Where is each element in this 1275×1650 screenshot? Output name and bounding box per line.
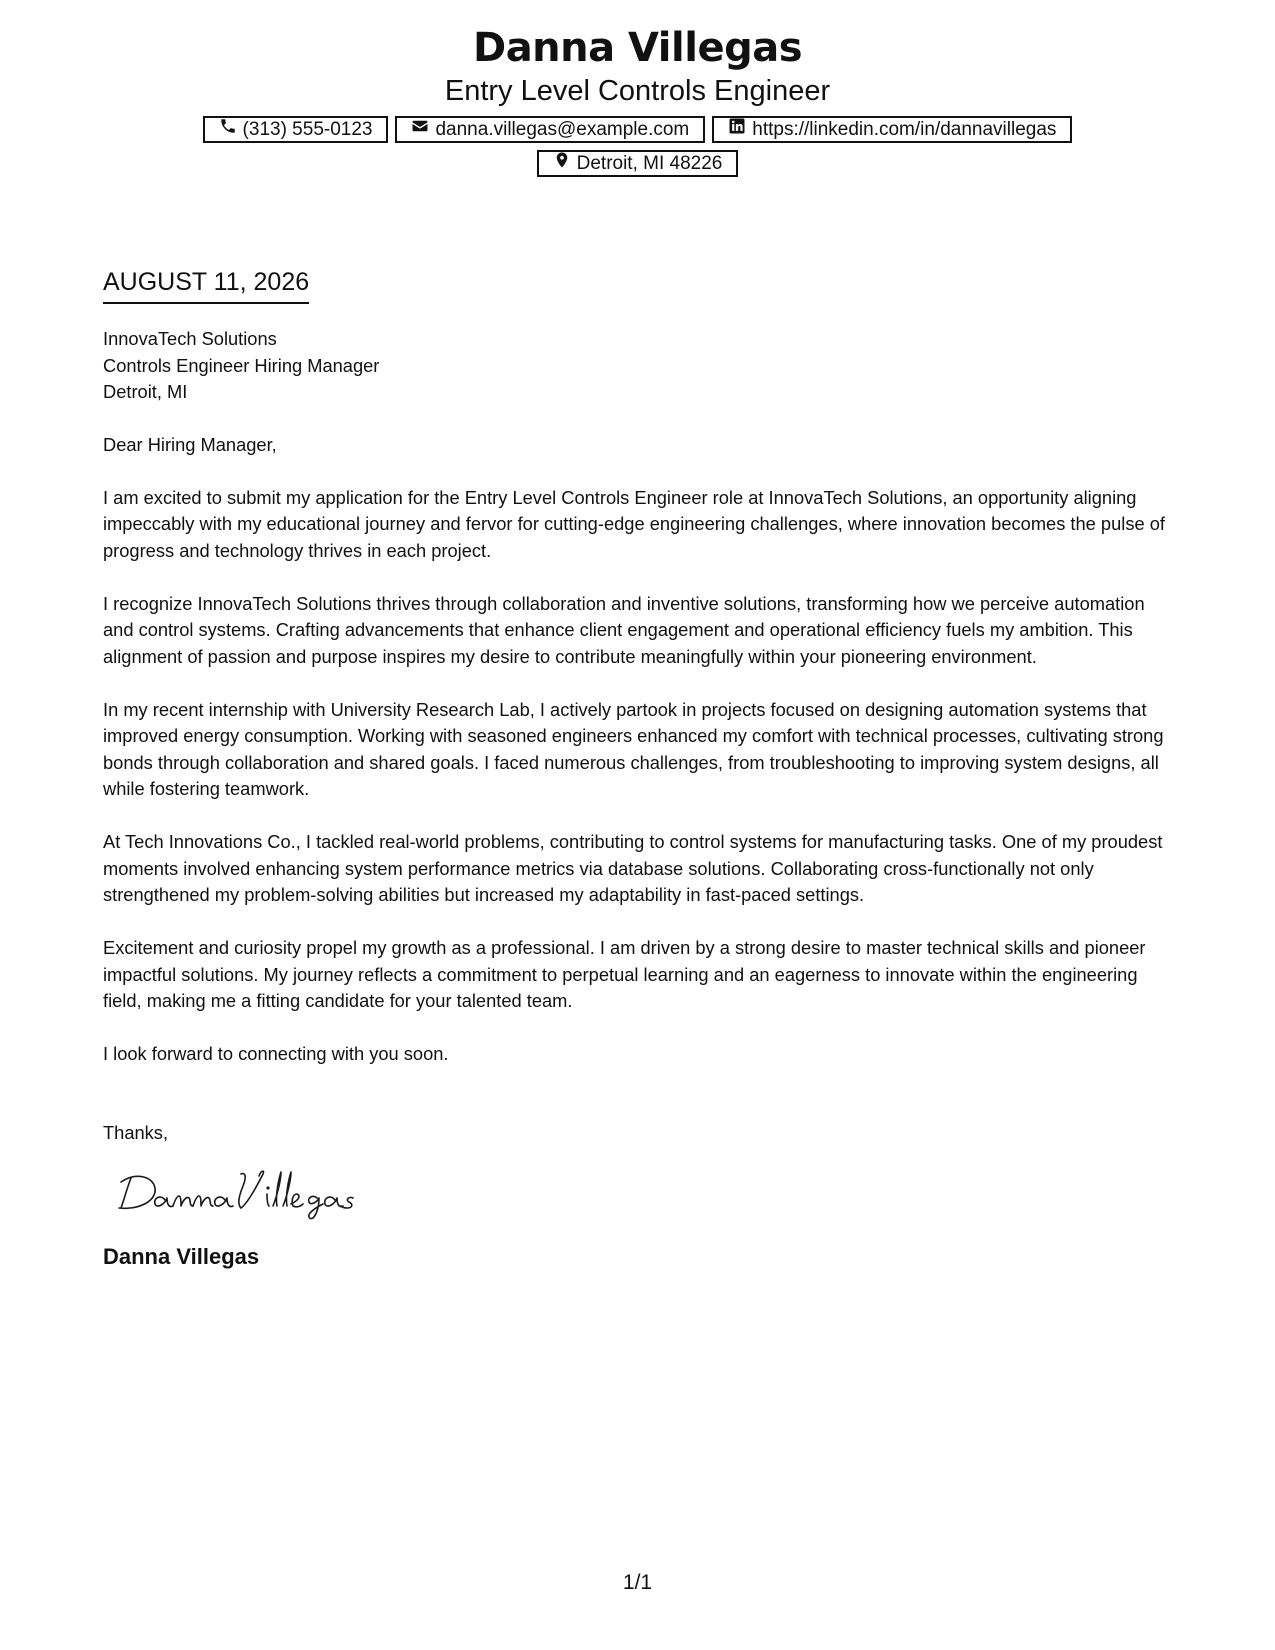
location-chip [537,150,739,177]
email-text: danna.villegas@example.com [435,119,690,140]
resume-header [0,22,1275,184]
paragraph-5: Excitement and curiosity propel my growth as a professional. I am driven by a strong desire to master technical skills and pioneer impactful solutions. My journey reflects a commitment to perpetual learning and an eagerness to innovate within the engineering field, making me a fitting candidate for your talented team. [103,937,1146,1011]
recipient-role: Controls Engineer Hiring Manager [103,354,380,376]
letter-date: AUGUST 11, 2026 [103,266,309,304]
letter-body [103,326,1175,1272]
contact-row-2 [0,150,1275,177]
linkedin-text: https://linkedin.com/in/dannavillegas [752,119,1057,140]
phone-icon [219,116,237,143]
handwritten-signature [113,1164,1175,1220]
linkedin-icon [728,116,746,143]
applicant-name: Danna Villegas [472,25,802,71]
linkedin-chip[interactable] [712,116,1072,143]
job-title: Entry Level Controls Engineer [444,75,831,107]
paragraph-4: At Tech Innovations Co., I tackled real-world problems, contributing to control systems for manufacturing tasks. One of my proudest moments involved enhancing system performance metrics via database solutions. Collaborating cross-functionally not only strengthened my problem-solving abilities but increased my adaptability in fast-paced settings. [103,831,1163,905]
phone-text: (313) 555-0123 [242,119,373,140]
closing: Thanks, [103,1121,169,1143]
map-pin-icon [553,150,571,177]
recipient-block [103,326,1175,406]
location-text: Detroit, MI 48226 [576,153,723,174]
salutation: Dear Hiring Manager, [103,433,277,455]
signer-name: Danna Villegas [103,1244,260,1269]
date-block [103,266,309,304]
paragraph-6: I look forward to connecting with you soon. [103,1043,449,1064]
phone-chip[interactable] [203,116,389,143]
email-chip[interactable] [395,116,705,143]
paragraph-3: In my recent internship with University Research Lab, I actively partook in projects focused on designing automation systems that improved energy consumption. Working with seasoned engineers enhanced my comfort with technical processes, cultivating strong bonds through collaboration and shared goals. I faced numerous challenges, from troubleshooting to improving system designs, all while fostering teamwork. [103,698,1164,799]
recipient-location: Detroit, MI [103,381,188,402]
contact-row-1 [0,116,1275,143]
paragraph-1: I am excited to submit my application for the Entry Level Controls Engineer role at InnovaTech Solutions, an opportunity aligning impeccably with my educational journey and fervor for cutting-edge engineering challenges, where innovation becomes the pulse of progress and technology thrives in each project. [103,486,1165,561]
page-number: 1/1 [622,1571,653,1594]
paragraph-2: I recognize InnovaTech Solutions thrives through collaboration and inventive solutions, transforming how we perceive automation and control systems. Crafting advancements that enhance client engagement and operational efficiency fuels my ambition. This alignment of passion and purpose inspires my desire to contribute meaningfully within your pioneering environment. [103,592,1145,667]
recipient-company: InnovaTech Solutions [103,328,277,349]
envelope-icon [411,116,429,143]
